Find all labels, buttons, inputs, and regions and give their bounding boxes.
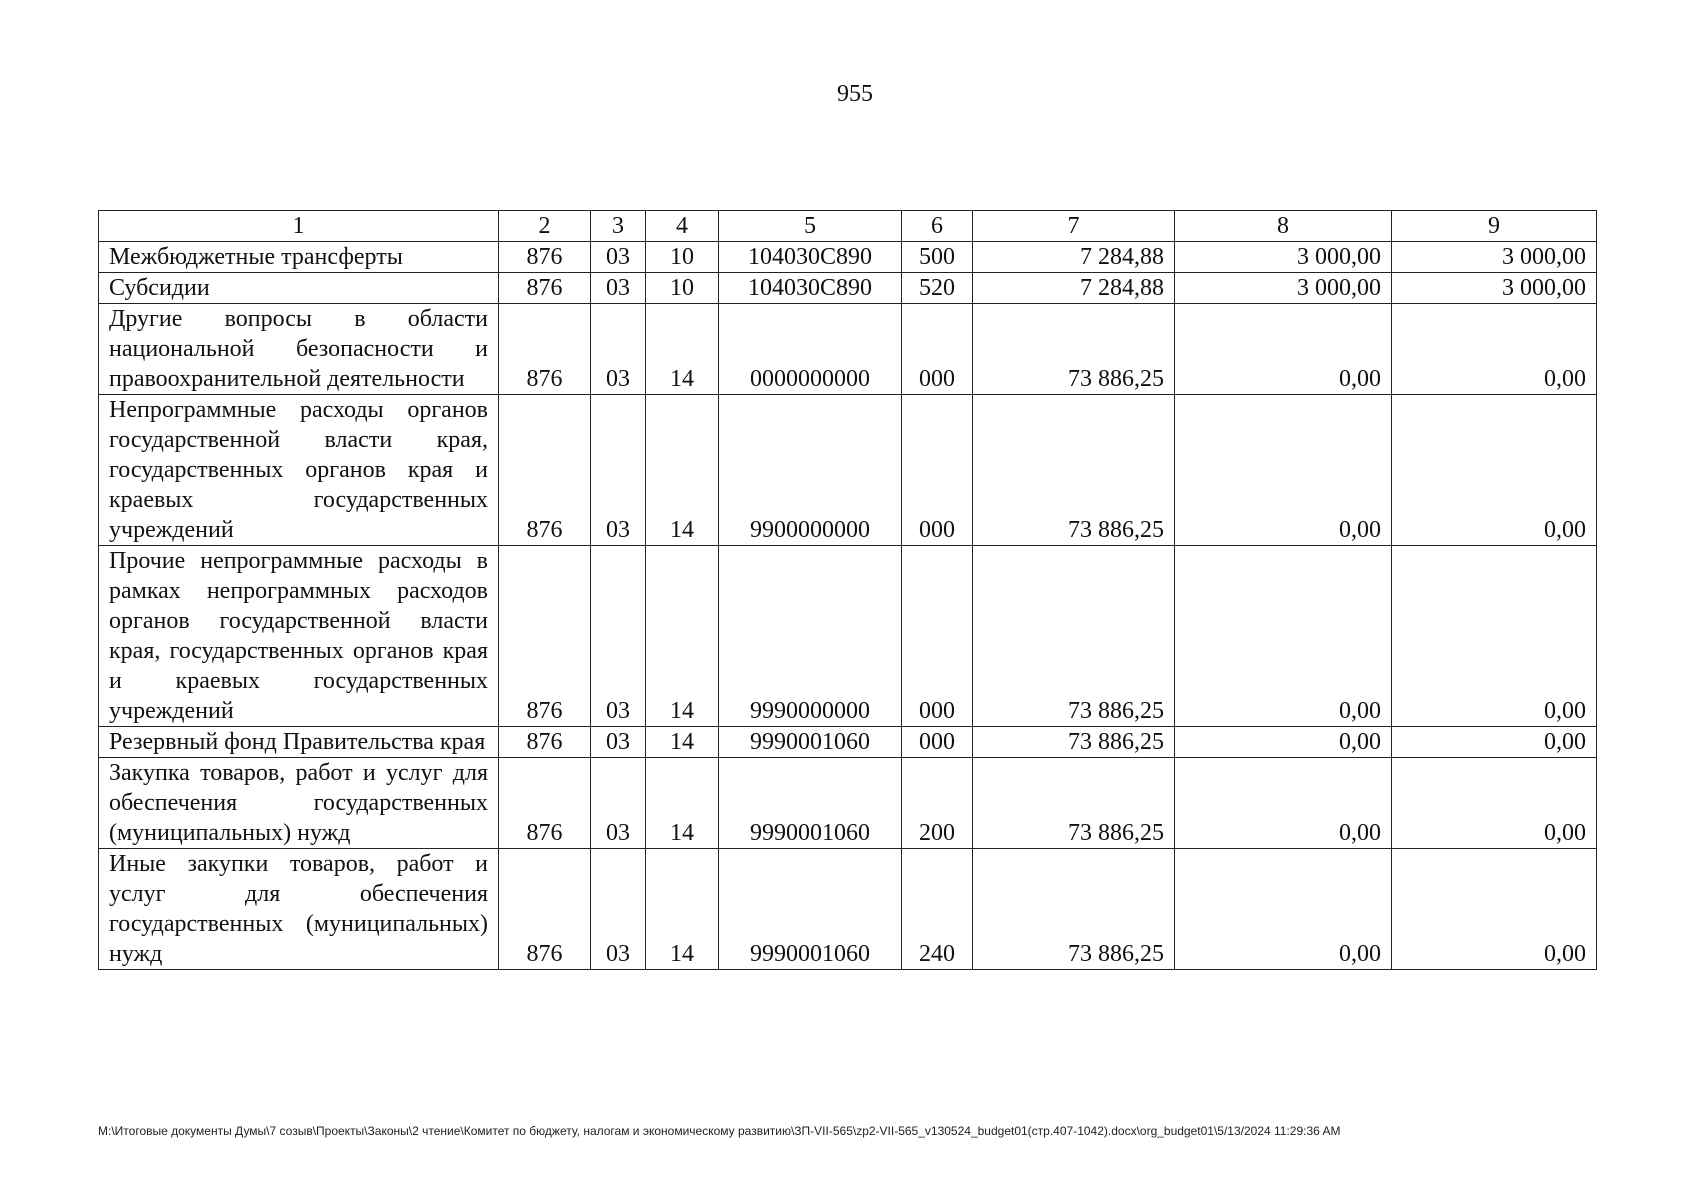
cell-c8: 0,00 [1175,849,1392,970]
cell-c3: 03 [591,758,646,849]
row-name: Субсидии [99,273,499,304]
cell-c5: 9900000000 [719,395,902,546]
cell-c6: 000 [902,304,973,395]
table-row [99,242,1597,273]
cell-c2: 876 [499,849,591,970]
cell-c5: 9990000000 [719,546,902,727]
table-row [99,395,1597,546]
cell-c3: 03 [591,242,646,273]
cell-c9: 0,00 [1392,304,1597,395]
cell-c5: 104030С890 [719,273,902,304]
cell-c7: 7 284,88 [973,273,1175,304]
cell-c3: 03 [591,304,646,395]
cell-c9: 0,00 [1392,849,1597,970]
cell-c5: 9990001060 [719,758,902,849]
cell-c2: 876 [499,242,591,273]
row-name: Непрограммные расходы органов государственной власти края, государственных органов края и краевых государственных учреждений [99,395,499,546]
cell-c8: 3 000,00 [1175,273,1392,304]
cell-c2: 876 [499,546,591,727]
cell-c5: 0000000000 [719,304,902,395]
footer-file-path: M:\Итоговые документы Думы\7 созыв\Проекты\Законы\2 чтение\Комитет по бюджету, налогам и экономическому развитию\ЗП-VII-565\zp2-VII-565_v130524_budget01(стр.407-1042).docx\org_budget01\5/13/2024 11:29:36 AM [98,1124,1341,1138]
column-header: 1 [99,211,499,242]
table-row [99,304,1597,395]
cell-c8: 0,00 [1175,304,1392,395]
cell-c4: 14 [646,758,719,849]
cell-c3: 03 [591,849,646,970]
cell-c3: 03 [591,546,646,727]
budget-table [98,210,1597,970]
cell-c6: 520 [902,273,973,304]
row-name: Резервный фонд Правительства края [99,727,499,758]
cell-c8: 0,00 [1175,395,1392,546]
column-header: 6 [902,211,973,242]
cell-c7: 73 886,25 [973,849,1175,970]
table-row [99,849,1597,970]
cell-c9: 0,00 [1392,758,1597,849]
cell-c4: 14 [646,546,719,727]
cell-c8: 0,00 [1175,758,1392,849]
table-row [99,758,1597,849]
table-row [99,727,1597,758]
page-number: 955 [837,81,873,107]
cell-c6: 000 [902,727,973,758]
column-header: 3 [591,211,646,242]
cell-c7: 73 886,25 [973,546,1175,727]
cell-c2: 876 [499,727,591,758]
cell-c2: 876 [499,758,591,849]
cell-c9: 3 000,00 [1392,242,1597,273]
cell-c3: 03 [591,727,646,758]
cell-c5: 104030С890 [719,242,902,273]
cell-c4: 14 [646,395,719,546]
cell-c9: 3 000,00 [1392,273,1597,304]
row-name: Прочие непрограммные расходы в рамках непрограммных расходов органов государственной власти края, государственных органов края и краевых государственных учреждений [99,546,499,727]
cell-c5: 9990001060 [719,849,902,970]
table-row [99,546,1597,727]
cell-c8: 0,00 [1175,546,1392,727]
column-header: 7 [973,211,1175,242]
cell-c9: 0,00 [1392,395,1597,546]
table-row [99,273,1597,304]
cell-c6: 240 [902,849,973,970]
cell-c9: 0,00 [1392,546,1597,727]
cell-c9: 0,00 [1392,727,1597,758]
row-name: Иные закупки товаров, работ и услуг для обеспечения государственных (муниципальных) нужд [99,849,499,970]
cell-c8: 3 000,00 [1175,242,1392,273]
column-header: 9 [1392,211,1597,242]
cell-c4: 14 [646,727,719,758]
cell-c6: 500 [902,242,973,273]
row-name: Межбюджетные трансферты [99,242,499,273]
cell-c2: 876 [499,304,591,395]
cell-c7: 73 886,25 [973,304,1175,395]
cell-c7: 73 886,25 [973,395,1175,546]
row-name: Закупка товаров, работ и услуг для обеспечения государственных (муниципальных) нужд [99,758,499,849]
cell-c3: 03 [591,273,646,304]
column-header: 5 [719,211,902,242]
cell-c4: 10 [646,242,719,273]
cell-c6: 200 [902,758,973,849]
cell-c2: 876 [499,395,591,546]
cell-c6: 000 [902,395,973,546]
cell-c8: 0,00 [1175,727,1392,758]
column-header: 2 [499,211,591,242]
header-row [99,211,1597,242]
cell-c3: 03 [591,395,646,546]
column-header: 8 [1175,211,1392,242]
cell-c5: 9990001060 [719,727,902,758]
cell-c7: 73 886,25 [973,758,1175,849]
cell-c4: 10 [646,273,719,304]
cell-c4: 14 [646,304,719,395]
cell-c6: 000 [902,546,973,727]
row-name: Другие вопросы в области национальной безопасности и правоохранительной деятельности [99,304,499,395]
cell-c2: 876 [499,273,591,304]
cell-c4: 14 [646,849,719,970]
cell-c7: 7 284,88 [973,242,1175,273]
cell-c7: 73 886,25 [973,727,1175,758]
column-header: 4 [646,211,719,242]
